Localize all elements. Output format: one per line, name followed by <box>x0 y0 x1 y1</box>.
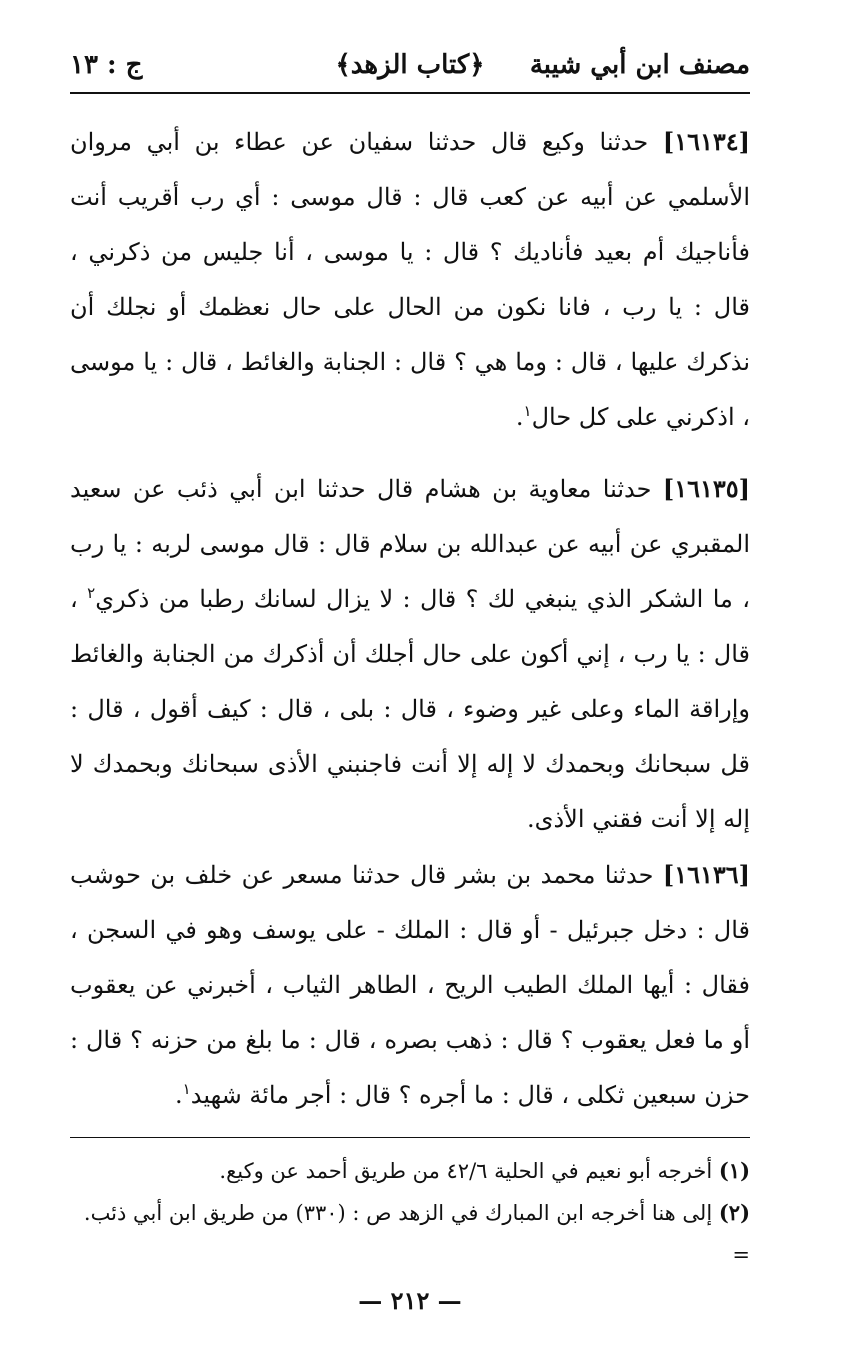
hadith-text-end: . <box>515 403 524 431</box>
book-page <box>70 40 750 1315</box>
hadith-text: حدثنا معاوية بن هشام قال حدثنا ابن أبي ذئب عن سعيد المقبري عن أبيه عن عبدالله بن سلام قال : قال موسى لربه : يا رب ، ما الشكر الذي ينبغي لك ؟ قال : لا يزال لسانك رطبا من ذكري <box>70 475 750 613</box>
chapter-title: ﴿كتاب الزهد﴾ <box>335 50 485 80</box>
hadith-text-end: ، قال : يا رب ، إني أكون على حال أجلك أن أذكرك من الجنابة والغائط وإراقة الماء وعلى غير وضوء ، قال : بلى ، قال : كيف أقول ، قال : قل سبحانك وبحمدك لا إله إلا أنت فاجنبني الأذى سبحانك وبحمدك لا إله إلا أنت فقني الأذى. <box>70 585 750 833</box>
volume-number: ج : ١٣ <box>70 50 143 80</box>
footnote-text: أخرجه أبو نعيم في الحلية ٤٢/٦ من طريق أحمد عن وكيع. <box>219 1159 713 1183</box>
running-header <box>70 40 750 94</box>
footnote-divider <box>70 1137 750 1138</box>
footnote-text: إلى هنا أخرجه ابن المبارك في الزهد ص : (٣٣٠) من طريق ابن أبي ذئب. = <box>83 1201 750 1267</box>
footnote-reference: ١ <box>182 1080 191 1098</box>
footnote <box>70 1192 750 1276</box>
hadith-text: حدثنا محمد بن بشر قال حدثنا مسعر عن خلف بن حوشب قال : دخل جبرئيل - أو قال : الملك - على يوسف وهو في السجن ، فقال : أيها الملك الطيب الريح ، الطاهر الثياب ، أخبرني عن يعقوب أو ما فعل يعقوب ؟ قال : ذهب بصره ، قال : ما بلغ من حزنه ؟ قال : حزن سبعين ثكلى ، قال : ما أجره ؟ قال : أجر مائة شهيد <box>70 861 750 1109</box>
footnote-number: (١) <box>718 1158 750 1183</box>
footnotes <box>70 1150 750 1276</box>
hadith-text: حدثنا وكيع قال حدثنا سفيان عن عطاء بن أبي مروان الأسلمي عن أبيه عن كعب قال : قال موسى : أي رب أقريب أنت فأناجيك أم بعيد فأناديك ؟ قال : يا موسى ، أنا جليس من ذكرني ، قال : يا رب ، فانا نكون من الحال على حال نعظمك أو نجلك أن نذكرك عليها ، قال : وما هي ؟ قال : الجنابة والغائط ، قال : يا موسى ، اذكرني على كل حال <box>70 128 750 431</box>
page-number: — ٢١٢ — <box>358 1286 462 1315</box>
hadith-text-end: . <box>175 1081 183 1109</box>
footnote-reference: ٢ <box>87 584 96 602</box>
book-title: مصنف ابن أبي شيبة <box>529 50 750 80</box>
hadith-entry <box>70 114 750 445</box>
hadith-number: [١٦١٣٦] <box>662 860 750 889</box>
footnote <box>70 1150 750 1192</box>
footnote-number: (٢) <box>718 1200 750 1225</box>
hadith-number: [١٦١٣٥] <box>662 474 750 503</box>
hadith-entry <box>70 847 750 1123</box>
footnote-reference: ١ <box>523 402 532 420</box>
hadith-entry <box>70 461 750 847</box>
hadith-number: [١٦١٣٤] <box>662 127 750 156</box>
